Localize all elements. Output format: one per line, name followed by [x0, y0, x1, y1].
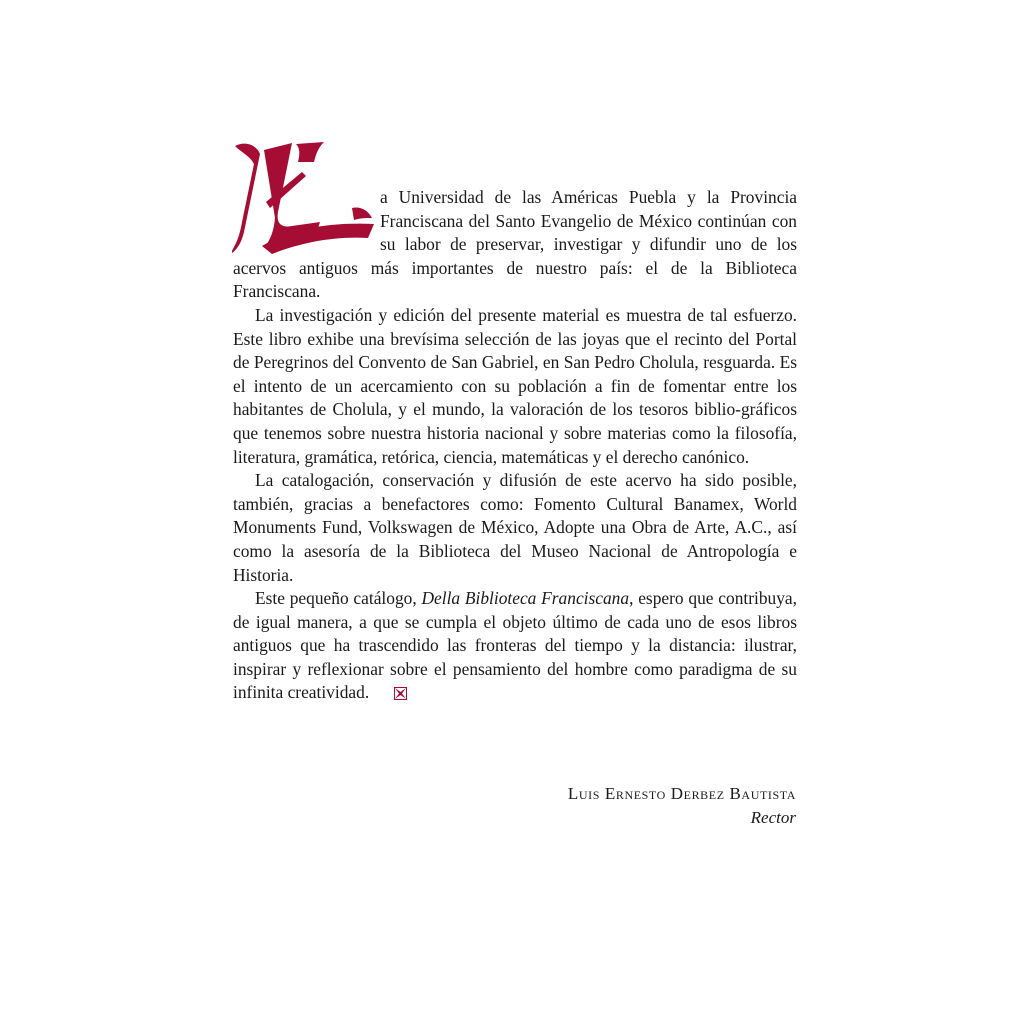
- blackletter-l-icon: [232, 142, 378, 254]
- paragraph-1-text: a Universidad de las Américas Puebla y la Provincia Franciscana del Santo Evangelio de México continúan con su labor de preservar, investigar y difundir uno de los acervos antiguos más importantes de nuestro país: el de la Biblioteca Franciscana.: [233, 187, 797, 302]
- paragraph-3: La catalogación, conservación y difusión de este acervo ha sido posible, también, gracias a benefactores como: Fomento Cultural Banamex, World Monuments Fund, Volkswagen de México, Adopte una Obra de Arte, A.C., así como la asesoría de la Biblioteca del Museo Nacional de Antropología e Historia.: [233, 470, 797, 585]
- signature-block: [568, 782, 796, 830]
- signatory-title: Rector: [750, 808, 796, 827]
- signatory-name: Luis Ernesto Derbez Bautista: [567, 784, 796, 803]
- paragraph-4-text: , espero que contribuya, de igual manera, a que se cumpla el objeto último de cada uno de esos libros antiguos que ha trascendido las fronteras del tiempo y la distancia: ilustrar, inspirar y reflexionar sobre el pensamiento del hombre como paradigma de su infinita creatividad.: [233, 588, 798, 703]
- book-title: Della Biblioteca Franciscana: [421, 588, 630, 609]
- maltese-cross-icon: [372, 683, 407, 707]
- paragraph-4-lead: Este pequeño catálogo,: [255, 588, 422, 609]
- paragraph-2: La investigación y edición del presente material es muestra de tal esfuerzo. Este libro exhibe una brevísima selección de las joyas que el recinto del Portal de Peregrinos del Convento de San Gabriel, en San Pedro Cholula, resguarda. Es el intento de un acercamiento con su población a fin de fomentar entre los habitantes de Cholula, y el mundo, la valoración de los tesoros biblio-gráficos que tenemos sobre nuestra historia nacional y sobre materias como la filosofía, literatura, gramática, retórica, ciencia, matemáticas y el derecho canónico.: [233, 304, 797, 467]
- dropcap-letter-l: [232, 142, 378, 254]
- paragraph-4: [233, 587, 797, 707]
- letter-body: [233, 142, 797, 707]
